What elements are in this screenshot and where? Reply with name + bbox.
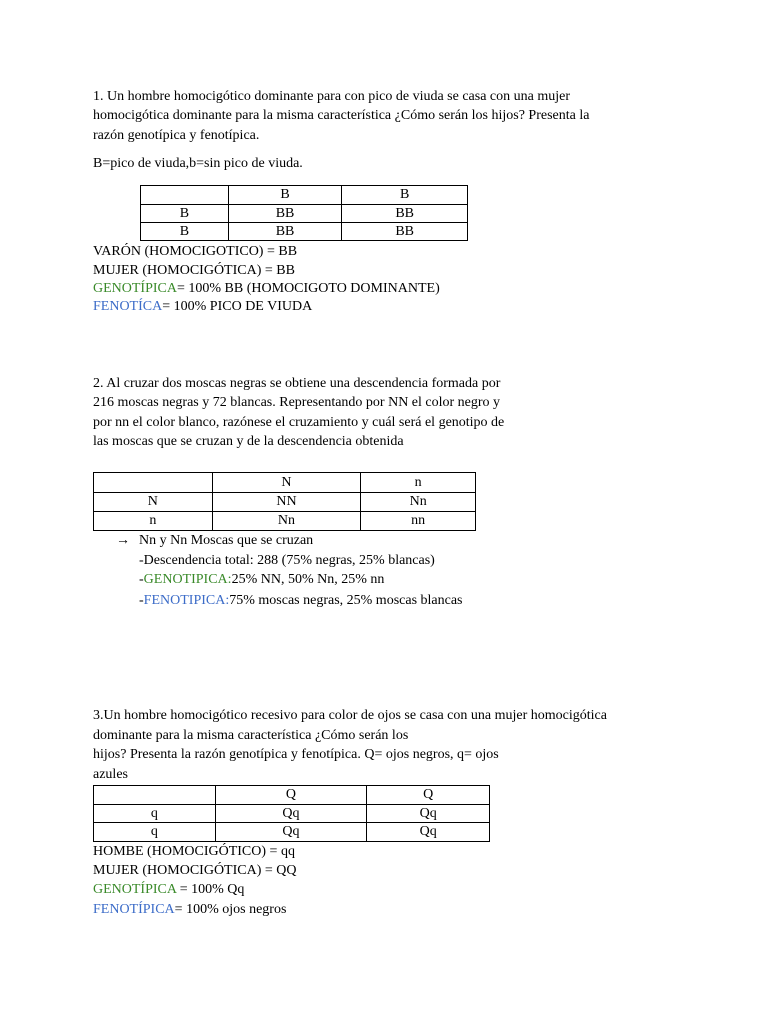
problem3-statement-line-3: hijos? Presenta la razón genotípica y fenotípica. Q= ojos negros, q= ojos [93, 747, 499, 762]
table-cell: Q [215, 786, 367, 805]
table-cell: B [141, 205, 229, 223]
problem1-statement-line-2: homocigótica dominante para la misma característica ¿Cómo serán los hijos? Presenta la [93, 108, 590, 123]
table-header-row [94, 786, 490, 805]
phenotype-label: FENOTÍCA [93, 299, 163, 314]
table-cell [94, 473, 213, 493]
problem3-genotype-result [93, 881, 244, 899]
problem2-parents: Nn y Nn Moscas que se cruzan [139, 533, 314, 548]
phenotype-value: = 100% ojos negros [174, 902, 287, 917]
table-cell: n [361, 473, 476, 493]
table-row [94, 493, 476, 512]
table-cell: BB [342, 223, 468, 241]
table-row [141, 205, 468, 223]
genotype-label: GENOTÍPICA [93, 882, 177, 897]
table-cell: BB [228, 205, 342, 223]
table-header-row [94, 473, 476, 493]
table-cell: NN [212, 493, 361, 512]
genotype-label: GENOTIPICA: [143, 572, 232, 587]
problem2-punnett-table [93, 472, 476, 531]
table-cell: N [94, 493, 213, 512]
table-row [94, 512, 476, 531]
table-cell: B [342, 186, 468, 205]
genotype-value: = 100% Qq [176, 882, 245, 897]
problem3-statement-line-4: azules [93, 767, 128, 782]
table-cell: Qq [367, 823, 490, 842]
arrow-right-icon: → [116, 533, 130, 548]
table-row [94, 805, 490, 823]
genotype-value: 25% NN, 50% Nn, 25% nn [231, 572, 385, 587]
problem3-statement-line-2: dominante para la misma característica ¿Cómo serán los [93, 728, 409, 743]
problem1-phenotype-result [93, 298, 312, 316]
problem1-genotype-result [93, 280, 440, 298]
problem3-male-genotype: HOMBE (HOMOCIGÓTICO) = qq [93, 844, 295, 859]
problem3-statement-line-1: 3.Un hombre homocigótico recesivo para color de ojos se casa con una mujer homocigótica [93, 708, 607, 723]
table-cell: N [212, 473, 361, 493]
table-cell [141, 186, 229, 205]
table-cell: Qq [215, 805, 367, 823]
bullet-dash: - [139, 593, 144, 608]
problem2-total-offspring: -Descendencia total: 288 (75% negras, 25% blancas) [139, 553, 435, 568]
table-header-row [141, 186, 468, 205]
table-cell [94, 786, 216, 805]
table-cell: Qq [367, 805, 490, 823]
table-row [141, 223, 468, 241]
problem3-punnett-table [93, 785, 490, 842]
table-cell: Qq [215, 823, 367, 842]
problem1-punnett-table [140, 185, 468, 241]
problem1-male-genotype: VARÓN (HOMOCIGOTICO) = BB [93, 244, 298, 259]
problem2-statement-line-1: 2. Al cruzar dos moscas negras se obtiene una descendencia formada por [93, 376, 501, 391]
table-cell: q [94, 823, 216, 842]
table-cell: nn [361, 512, 476, 531]
phenotype-value: 75% moscas negras, 25% moscas blancas [229, 593, 463, 608]
table-cell: BB [228, 223, 342, 241]
problem2-phenotype-result [139, 592, 463, 610]
phenotype-label: FENOTIPICA: [143, 593, 230, 608]
problem2-statement-line-4: las moscas que se cruzan y de la descendencia obtenida [93, 434, 404, 449]
genotype-label: GENOTÍPICA [93, 281, 177, 296]
phenotype-value: = 100% PICO DE VIUDA [162, 299, 313, 314]
problem2-statement-line-2: 216 moscas negras y 72 blancas. Representando por NN el color negro y [93, 395, 501, 410]
problem2-genotype-result [139, 571, 384, 589]
genotype-value: = 100% BB (HOMOCIGOTO DOMINANTE) [177, 281, 440, 296]
bullet-dash: - [139, 572, 144, 587]
problem1-statement-line-3: razón genotípica y fenotípica. [93, 128, 260, 143]
table-row [94, 823, 490, 842]
problem3-female-genotype: MUJER (HOMOCIGÓTICA) = QQ [93, 863, 297, 878]
table-cell: Nn [212, 512, 361, 531]
table-cell: B [141, 223, 229, 241]
problem1-statement-line-1: 1. Un hombre homocigótico dominante para con pico de viuda se casa con una mujer [93, 89, 571, 104]
table-cell: BB [342, 205, 468, 223]
table-cell: Q [367, 786, 490, 805]
table-cell: n [94, 512, 213, 531]
problem1-female-genotype: MUJER (HOMOCIGÓTICA) = BB [93, 263, 295, 278]
problem1-allele-key: B=pico de viuda,b=sin pico de viuda. [93, 156, 303, 171]
problem2-statement-line-3: por nn el color blanco, razónese el cruzamiento y cuál será el genotipo de [93, 415, 505, 430]
table-cell: B [228, 186, 342, 205]
table-cell: q [94, 805, 216, 823]
table-cell: Nn [361, 493, 476, 512]
problem3-phenotype-result [93, 901, 286, 919]
phenotype-label: FENOTÍPICA [93, 902, 175, 917]
